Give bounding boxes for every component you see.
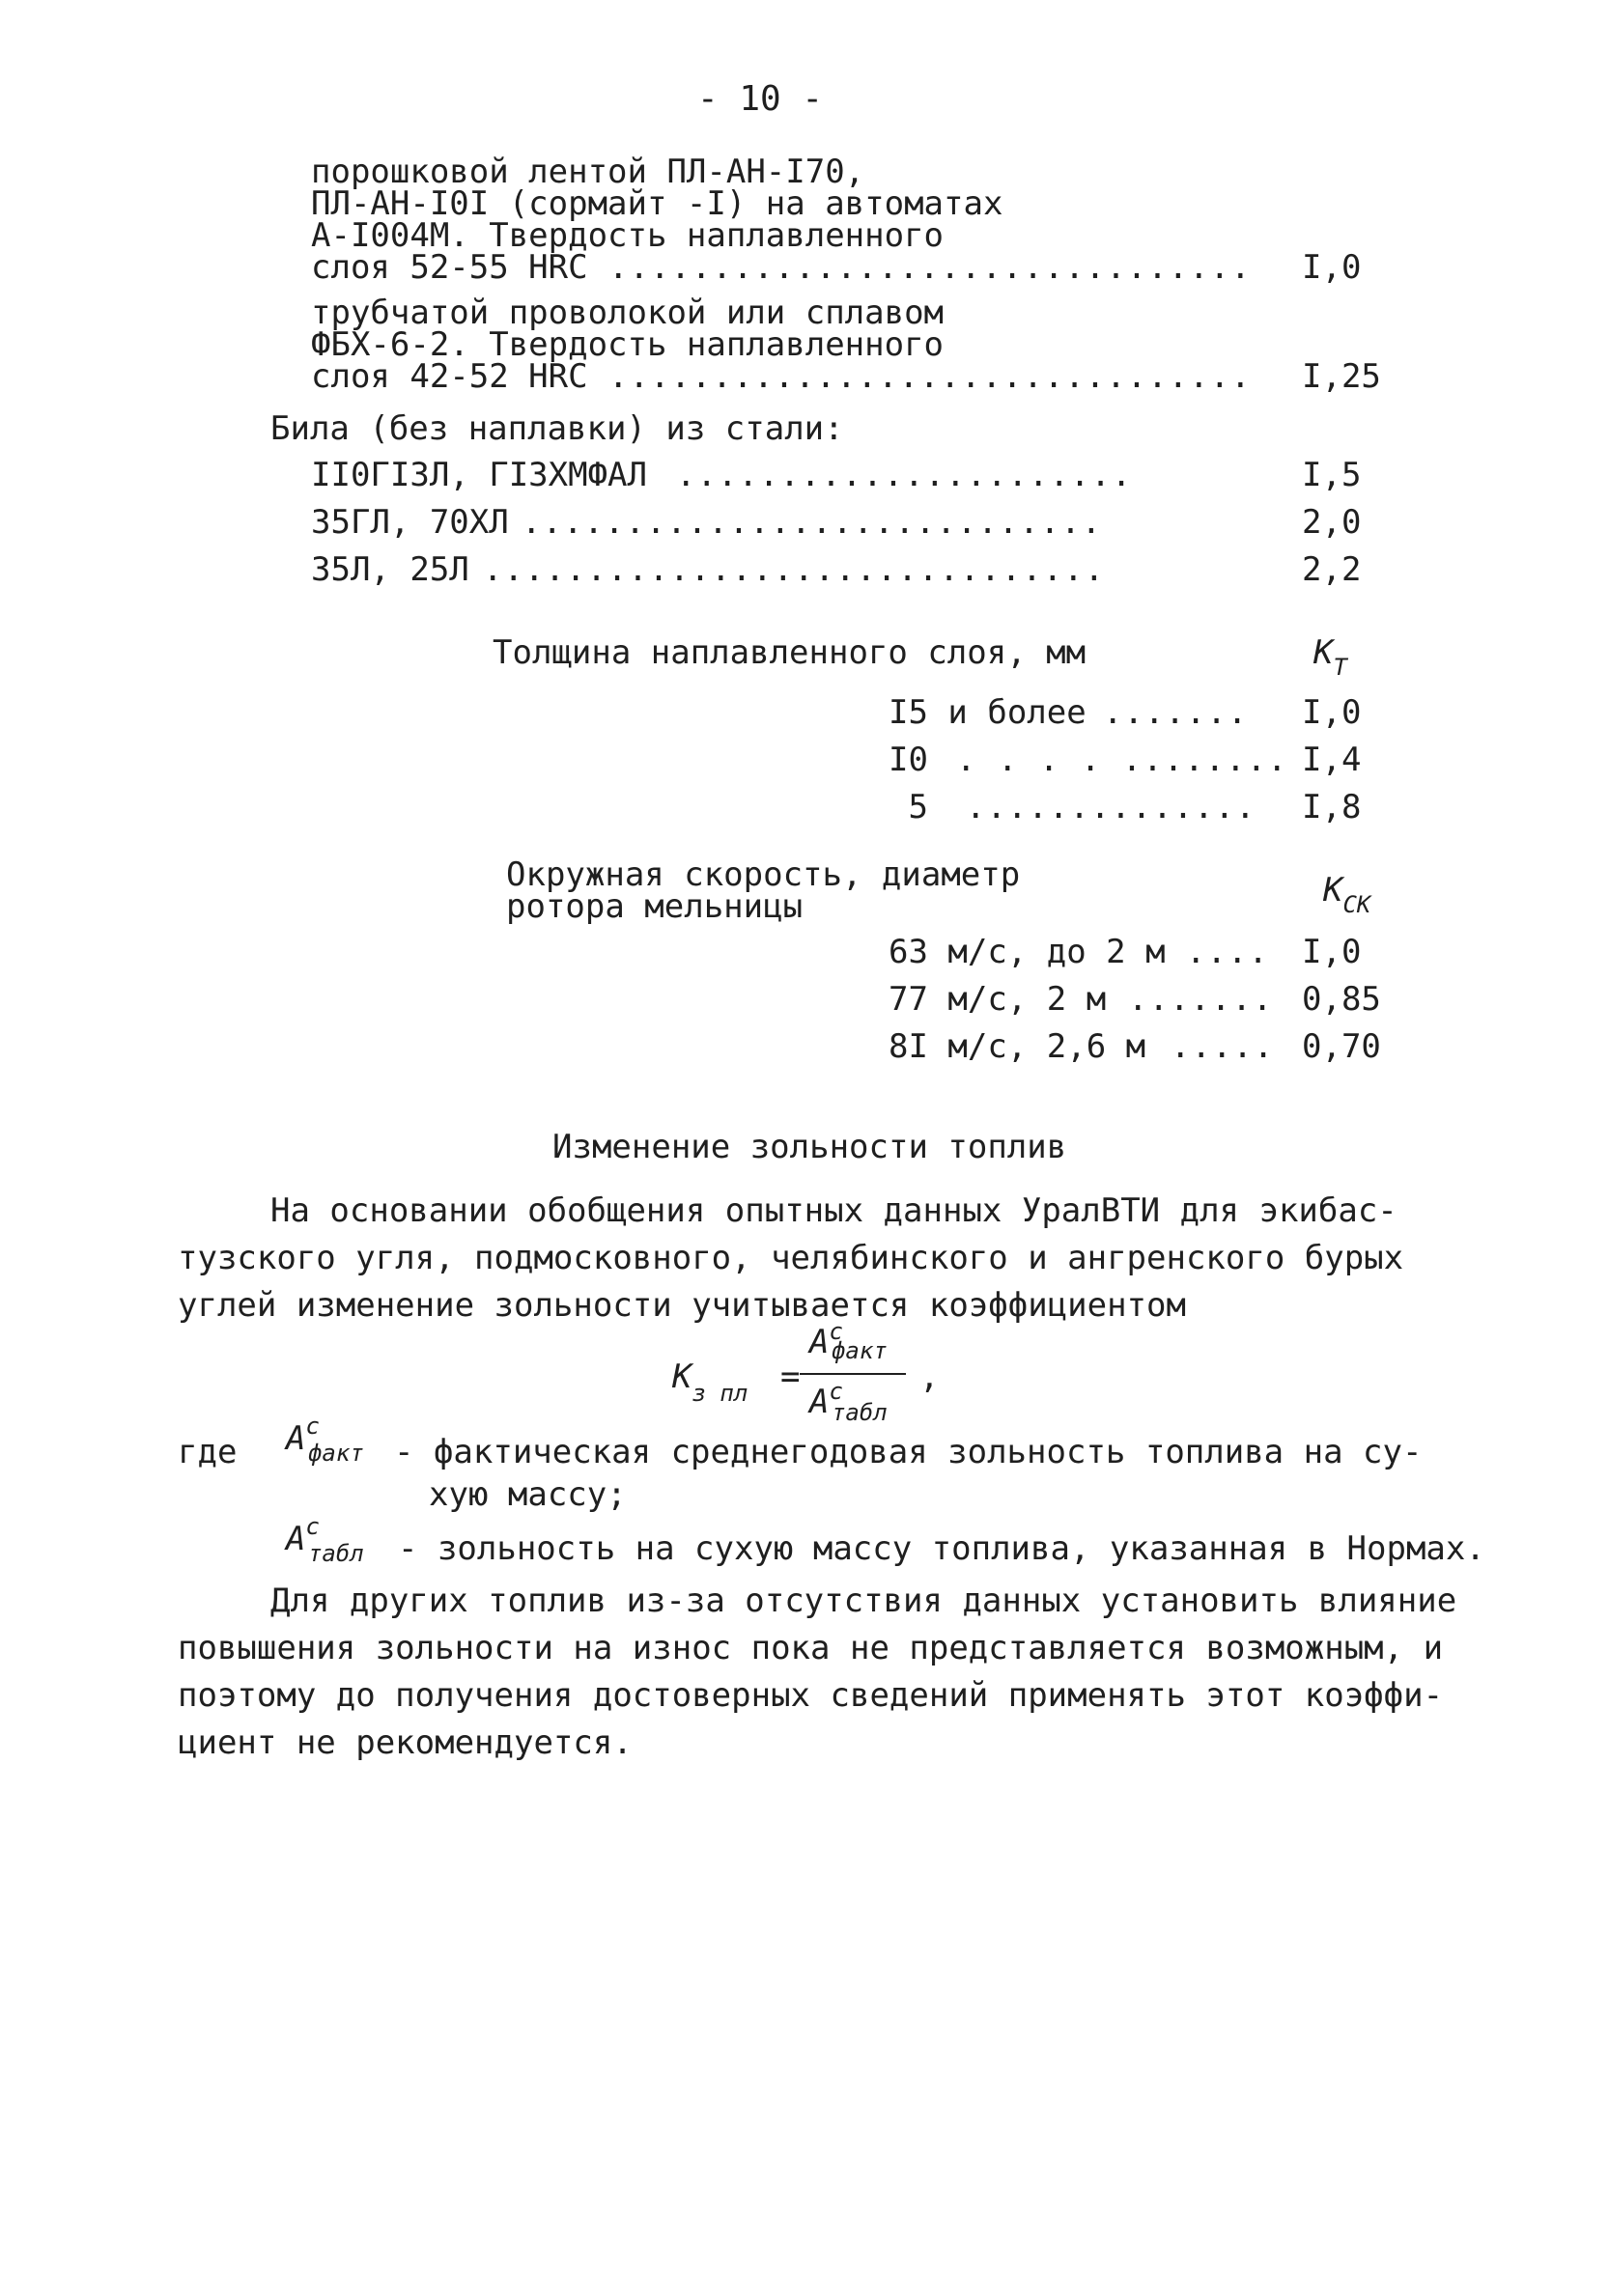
paragraph-line: циент не рекомендуется. — [178, 1723, 633, 1762]
where-word: где — [178, 1433, 238, 1471]
paragraph-line: повышения зольности на износ пока не представляется возможным, и — [178, 1629, 1444, 1667]
bila-label: 35Л, 25Л — [311, 550, 469, 589]
item-line: ПЛ-АН-I0I (сормайт -I) на автоматах — [311, 184, 1003, 223]
formula-denominator: $A^c_{табл}$ — [809, 1378, 888, 1426]
formula-equals: = — [780, 1358, 801, 1396]
coef-value: I,4 — [1302, 741, 1362, 779]
leader-dots: ............................ — [522, 503, 1103, 542]
page-number: - 10 - — [697, 79, 824, 119]
thickness-label: I0 — [889, 741, 928, 779]
ash-formula — [672, 1318, 962, 1431]
speed-heading-line1: Окружная скорость, диаметр — [506, 855, 1021, 894]
speed-label: 63 м/с, до 2 м — [889, 933, 1166, 971]
leader-dots: ............................... — [608, 248, 1252, 287]
item-line: слоя 52-55 HRC — [311, 248, 588, 287]
thickness-label: 5 — [889, 788, 928, 826]
bila-label: 35ГЛ, 70ХЛ — [311, 503, 509, 542]
coef-symbol-kck: $K_{CK}$ — [1323, 871, 1371, 918]
thickness-label: I5 и более — [889, 693, 1087, 732]
item-line: ФБХ-6-2. Твердость наплавленного — [311, 325, 945, 364]
paragraph-line: Для других топлив из-за отсутствия данных установить влияние — [270, 1582, 1457, 1620]
def2-symbol: $A^c_{табл}$ — [286, 1513, 364, 1567]
item-line: трубчатой проволокой или сплавом — [311, 294, 945, 332]
coef-value: 0,85 — [1302, 980, 1381, 1019]
paragraph-line: углей изменение зольности учитывается коэффициентом — [178, 1286, 1186, 1325]
coef-value: I,0 — [1302, 693, 1362, 732]
leader-dots: ..... — [1171, 1027, 1275, 1066]
paragraph-line: тузского угля, подмосковного, челябинского и ангренского бурых — [178, 1239, 1404, 1277]
formula-comma: , — [919, 1358, 940, 1396]
formula-lhs: $K_{з пл}$ — [672, 1358, 748, 1407]
leader-dots: ....... — [1103, 693, 1249, 732]
coef-value: 2,2 — [1302, 550, 1362, 589]
coef-value: I,0 — [1302, 248, 1362, 287]
def1-text-cont: хую массу; — [429, 1475, 627, 1514]
section-title: Изменение зольности топлив — [552, 1128, 1067, 1166]
coef-symbol-kt: $K_T$ — [1313, 633, 1347, 681]
paragraph-line: На основании обобщения опытных данных УралВТИ для экибас- — [270, 1191, 1397, 1230]
coef-value: 2,0 — [1302, 503, 1362, 542]
item-line: порошковой лентой ПЛ-АН-I70, — [311, 153, 865, 191]
coef-value: I,25 — [1302, 357, 1381, 396]
speed-label: 77 м/с, 2 м — [889, 980, 1107, 1019]
speed-label: 8I м/с, 2,6 м — [889, 1027, 1146, 1066]
leader-dots: .... — [1186, 933, 1269, 971]
item-line: А-I004М. Твердость наплавленного — [311, 216, 945, 255]
coef-value: I,0 — [1302, 933, 1362, 971]
def1-text: - фактическая среднегодовая зольность топлива на су- — [394, 1433, 1423, 1471]
def1-symbol: $A^c_{факт}$ — [286, 1413, 364, 1467]
paragraph-line: поэтому до получения достоверных сведений применять этот коэффи- — [178, 1676, 1444, 1715]
coef-value: 0,70 — [1302, 1027, 1381, 1066]
coef-value: I,8 — [1302, 788, 1362, 826]
leader-dots: . . . . ........ — [956, 741, 1288, 779]
speed-heading-line2: ротора мельницы — [506, 887, 804, 926]
formula-numerator: $A^cфакт$ — [809, 1318, 888, 1364]
bila-heading: Била (без наплавки) из стали: — [270, 409, 844, 448]
coef-value: I,5 — [1302, 456, 1362, 494]
leader-dots: ............................... — [608, 357, 1252, 396]
thickness-heading: Толщина наплавленного слоя, мм — [493, 633, 1087, 672]
leader-dots: .............. — [966, 788, 1256, 826]
leader-dots: ...................... — [676, 456, 1133, 494]
leader-dots: ....... — [1128, 980, 1274, 1019]
item-line: слоя 42-52 HRC — [311, 357, 588, 396]
def2-text: - зольность на сухую массу топлива, указанная в Нормах. — [398, 1529, 1485, 1568]
bila-label: II0ГI3Л, ГI3ХМФАЛ — [311, 456, 647, 494]
fraction-bar — [800, 1373, 906, 1375]
leader-dots: .............................. — [483, 550, 1106, 589]
